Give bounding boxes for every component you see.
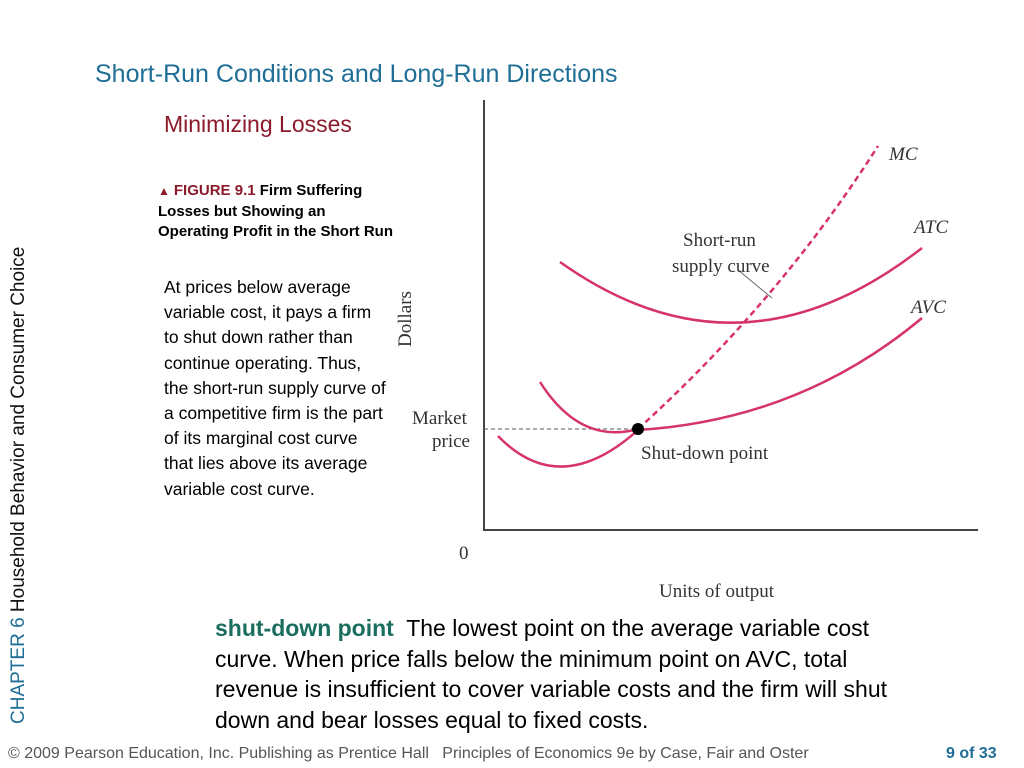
chapter-topic: Household Behavior and Consumer Choice [8,246,29,613]
page-number: 9 of 33 [946,745,997,762]
triangle-icon: ▲ [158,184,170,198]
x-axis-label: Units of output [659,581,775,602]
figure-caption-text: Firm Suffering Losses but Showing an Operating Profit in the Short Run [158,182,393,240]
footer-credits [8,745,809,763]
figure-label: FIGURE 9.1 [173,182,256,199]
shutdown-point-marker [632,423,644,435]
avc-label: AVC [911,297,946,318]
figure-description: At prices below average variable cost, it pays a firm to shut down rather than continue operating. Thus, the short-run supply curve of a competitive firm is the part of its marginal cost curve that lies above its average variable cost curve. [164,277,386,499]
figure-caption [158,181,398,243]
section-subtitle: Minimizing Losses [164,111,352,137]
supply-label-2: supply curve [672,256,770,277]
market-price-label-1: Market [412,408,467,429]
cost-curve-diagram [395,95,990,610]
shutdown-label: Shut-down point [641,443,769,464]
chapter-number: CHAPTER 6 [8,617,29,724]
mc-label: MC [889,144,918,165]
definition-term: shut-down point [215,615,394,641]
y-axis-label: Dollars [395,291,416,347]
atc-label: ATC [914,217,949,238]
market-price-label-2: price [432,431,470,452]
chapter-side-label [8,247,30,724]
mc-curve-lower [540,382,638,432]
mc-curve-supply [638,146,878,429]
supply-label-1: Short-run [683,230,756,251]
footer-book: Principles of Economics 9e by Case, Fair and Oster [442,745,809,762]
footer-copyright: © 2009 Pearson Education, Inc. Publishing as Prentice Hall [8,745,429,762]
page-title: Short-Run Conditions and Long-Run Directions [95,60,618,88]
definition-block [215,613,915,735]
origin-label: 0 [459,543,469,564]
definition-text: The lowest point on the average variable cost curve. When price falls below the minimum point on AVC, total revenue is insufficient to cover variable costs and the firm will shut down and bear losses equal to fixed costs. [215,615,887,733]
